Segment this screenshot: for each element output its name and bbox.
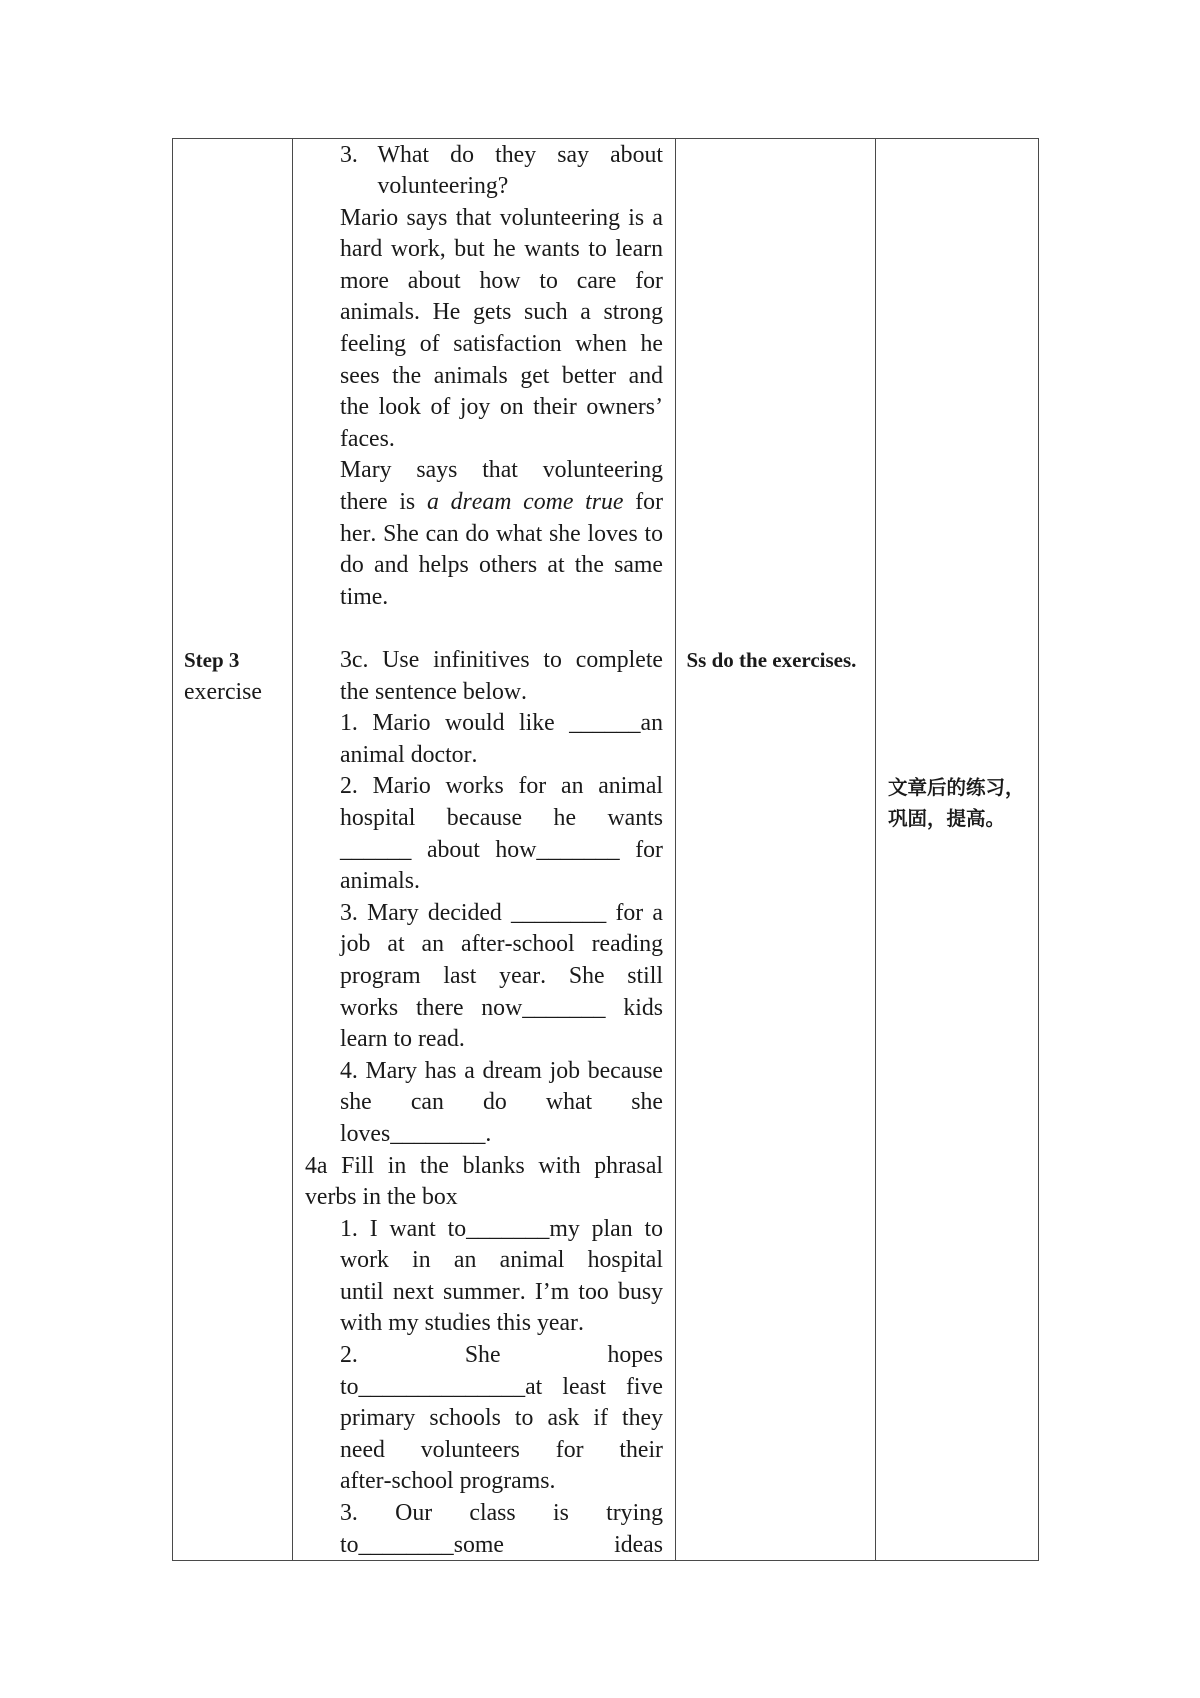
student-activity-cell	[676, 139, 876, 1560]
text-line: work in an animal hospital	[340, 1247, 663, 1274]
text-line: need volunteers for their	[340, 1436, 663, 1463]
blank-line	[340, 613, 663, 645]
text-line: volunteering?	[377, 173, 509, 200]
text-line: primary schools to ask if they	[340, 1405, 663, 1432]
text-line: 3c. Use infinitives to complete	[340, 647, 663, 673]
italic-phrase: a dream come true	[426, 489, 624, 516]
text-line: ______ about how_______ for	[340, 836, 663, 863]
step-label: exercise	[184, 678, 262, 705]
step-cell	[173, 139, 293, 1560]
text-line	[340, 487, 663, 519]
question-3	[340, 140, 663, 203]
text-line: Mary says that volunteering	[340, 457, 663, 484]
exercise-4a-item	[340, 1498, 663, 1560]
text-line: to________some ideas	[340, 1531, 663, 1558]
text-line: program last year. She still	[340, 962, 663, 989]
text-line: the sentence below.	[340, 678, 527, 705]
exercise-3c-item	[340, 771, 663, 897]
text-line: time.	[340, 583, 389, 610]
text-line: 3. Our class is trying	[340, 1500, 663, 1527]
text-line: the look of joy on their owners’	[340, 394, 663, 421]
text-line: works there now_______ kids	[340, 994, 663, 1021]
lesson-plan-table	[172, 138, 1039, 1561]
mario-answer	[340, 203, 663, 456]
text-line: to______________at least five	[340, 1373, 663, 1400]
text-line: until next summer. I’m too busy	[340, 1278, 663, 1305]
text-line: faces.	[340, 425, 395, 452]
text-line: animal doctor.	[340, 741, 478, 768]
mary-answer	[340, 455, 663, 613]
text-segment: for	[623, 489, 663, 516]
exercise-4a-instruction	[305, 1151, 663, 1214]
text-line: Mario says that volunteering is a	[340, 204, 663, 231]
content-cell	[293, 139, 676, 1560]
text-line: hard work, but he wants to learn	[340, 236, 663, 263]
exercise-3c-item	[340, 708, 663, 771]
text-line: 4. Mary has a dream job because	[340, 1057, 663, 1084]
purpose-cell	[876, 139, 1038, 1560]
text-line: animals. He gets such a strong	[340, 299, 663, 326]
text-line: after-school programs.	[340, 1468, 556, 1495]
text-line: What do they say about	[377, 141, 663, 168]
text-line: job at an after-school reading	[340, 931, 663, 958]
text-line: more about how to care for	[340, 267, 663, 294]
text-line: 4a Fill in the blanks with phrasal	[305, 1152, 663, 1179]
text-line: she can do what she	[340, 1089, 663, 1116]
text-segment: there is	[340, 489, 427, 516]
text-line: animals.	[340, 868, 420, 895]
exercise-3c-instruction	[340, 645, 663, 708]
text-line: 1. I want to_______my plan to	[340, 1215, 663, 1242]
question-number: 3.	[340, 141, 358, 168]
step-title: Step 3	[184, 648, 240, 673]
purpose-line: 文章后的练习，	[888, 775, 1025, 799]
exercise-3c-item	[340, 898, 663, 1056]
text-line: feeling of satisfaction when he	[340, 331, 663, 358]
exercise-4a-item	[340, 1214, 663, 1340]
text-line: hospital because he wants	[340, 804, 663, 831]
text-line: 2. She hopes	[340, 1342, 663, 1369]
purpose-line: 巩固，提高。	[888, 807, 1006, 831]
student-activity-text: Ss do the exercises.	[686, 648, 857, 673]
text-line: learn to read.	[340, 1026, 465, 1053]
exercise-3c-item	[340, 1056, 663, 1151]
text-line: 1. Mario would like ______an	[340, 710, 663, 737]
text-line: loves________.	[340, 1120, 492, 1147]
exercise-4a-item	[340, 1340, 663, 1498]
text-line: with my studies this year.	[340, 1310, 584, 1337]
text-line: verbs in the box	[305, 1184, 458, 1211]
text-line: 2. Mario works for an animal	[340, 773, 663, 800]
text-line: 3. Mary decided ________ for a	[340, 899, 663, 926]
text-line: sees the animals get better and	[340, 362, 663, 389]
text-line: her. She can do what she loves to	[340, 520, 663, 547]
text-line: do and helps others at the same	[340, 552, 663, 579]
